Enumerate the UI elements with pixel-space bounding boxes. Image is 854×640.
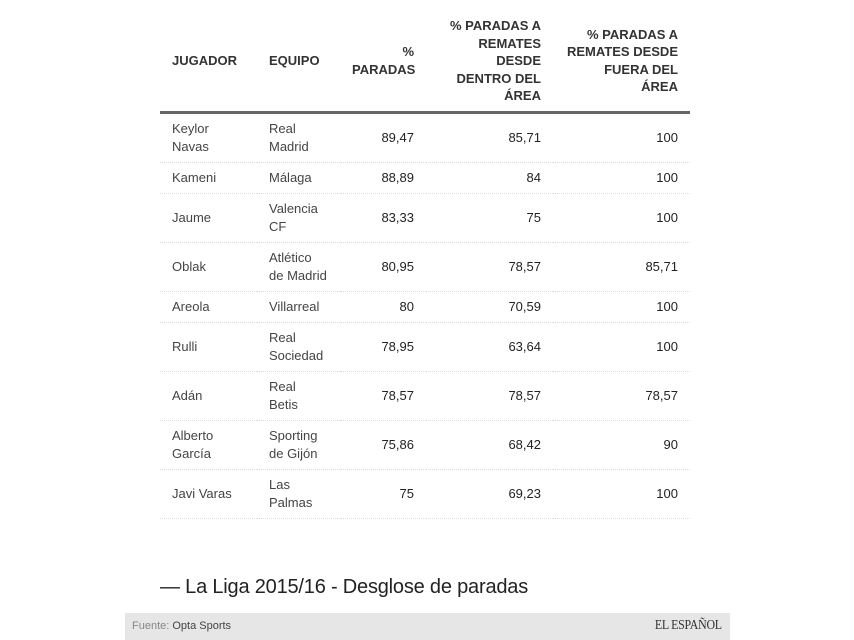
cell-inside-pct: 78,57 [426,371,553,420]
cell-player: Kameni [160,162,257,193]
cell-outside-pct: 100 [553,291,690,322]
cell-player: Jaume [160,193,257,242]
cell-inside-pct: 69,23 [426,469,553,518]
cell-team: Atlético de Madrid [257,242,340,291]
cell-team: Real Madrid [257,112,340,162]
el-espanol-logo[interactable]: EL ESPAÑOL [655,618,722,633]
cell-inside-pct: 75 [426,193,553,242]
cell-outside-pct: 100 [553,322,690,371]
goalkeeper-saves-table [160,12,690,519]
cell-saves-pct: 80 [340,291,426,322]
cell-inside-pct: 70,59 [426,291,553,322]
cell-saves-pct: 75 [340,469,426,518]
cell-player: Rulli [160,322,257,371]
table-row [160,420,690,469]
cell-team: Valencia CF [257,193,340,242]
cell-saves-pct: 75,86 [340,420,426,469]
cell-outside-pct: 100 [553,112,690,162]
cell-player: Adán [160,371,257,420]
source-value: Opta Sports [172,620,232,632]
cell-outside-pct: 90 [553,420,690,469]
table-row [160,291,690,322]
cell-outside-pct: 78,57 [553,371,690,420]
cell-inside-pct: 63,64 [426,322,553,371]
table-header-row [160,12,690,112]
cell-inside-pct: 84 [426,162,553,193]
table-body [160,112,690,518]
cell-saves-pct: 89,47 [340,112,426,162]
cell-player: Javi Varas [160,469,257,518]
column-header-jugador[interactable]: JUGADOR [160,12,257,112]
cell-player: Oblak [160,242,257,291]
table-row [160,162,690,193]
table-row [160,322,690,371]
cell-player: Areola [160,291,257,322]
cell-team: Sporting de Gijón [257,420,340,469]
cell-saves-pct: 83,33 [340,193,426,242]
source-credit [132,620,231,632]
cell-saves-pct: 80,95 [340,242,426,291]
cell-player: Alberto García [160,420,257,469]
cell-player: Keylor Navas [160,112,257,162]
cell-inside-pct: 85,71 [426,112,553,162]
column-header-paradas-fuera-area[interactable]: % PARADAS A REMATES DESDE FUERA DEL ÁREA [553,12,690,112]
cell-outside-pct: 100 [553,162,690,193]
footer-bar [125,613,730,640]
cell-team: Villarreal [257,291,340,322]
cell-team: Málaga [257,162,340,193]
cell-team: Real Betis [257,371,340,420]
table-title: — La Liga 2015/16 - Desglose de paradas [160,576,529,598]
goalkeeper-saves-table-container [160,12,690,519]
table-row [160,193,690,242]
source-label: Fuente: [132,620,173,632]
column-header-paradas-dentro-area[interactable]: % PARADAS A REMATES DESDE DENTRO DEL ÁREA [426,12,553,112]
cell-team: Las Palmas [257,469,340,518]
cell-saves-pct: 78,57 [340,371,426,420]
cell-outside-pct: 100 [553,193,690,242]
column-header-equipo[interactable]: EQUIPO [257,12,340,112]
cell-outside-pct: 100 [553,469,690,518]
table-row [160,112,690,162]
table-row [160,371,690,420]
cell-saves-pct: 88,89 [340,162,426,193]
table-row [160,242,690,291]
cell-team: Real Sociedad [257,322,340,371]
cell-inside-pct: 78,57 [426,242,553,291]
table-row [160,469,690,518]
cell-saves-pct: 78,95 [340,322,426,371]
cell-inside-pct: 68,42 [426,420,553,469]
column-header-paradas[interactable]: % PARADAS [340,12,426,112]
cell-outside-pct: 85,71 [553,242,690,291]
